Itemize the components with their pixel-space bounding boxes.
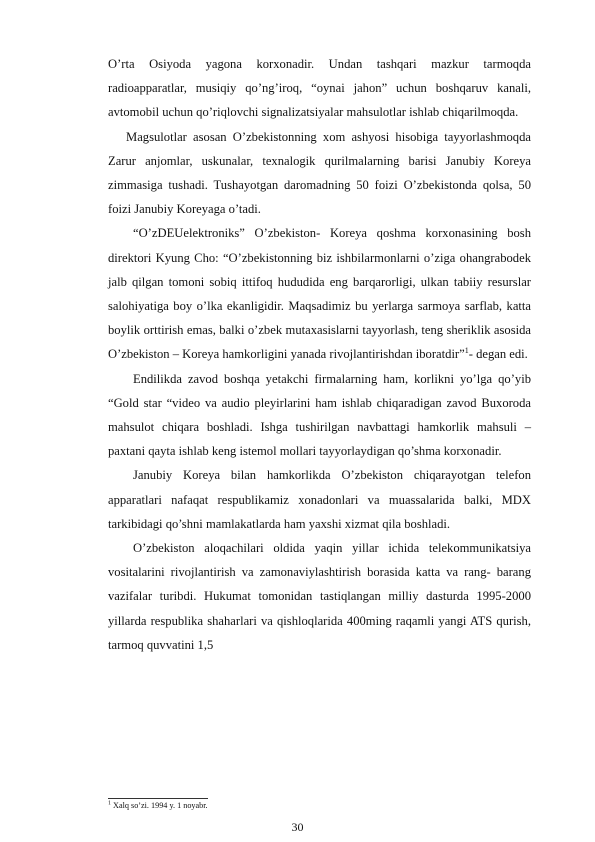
- paragraph-5: Janubiy Koreya bilan hamkorlikda O’zbekiston chiqarayotgan telefon apparatlari nafaqat respublikamiz xonadonlari va muassalarida balki, MDX tarkibidagi qo’shni mamlakatlarda ham yaxshi xizmat qila boshladi.: [108, 468, 531, 531]
- paragraph-4: Endilikda zavod boshqa yetakchi firmalarning ham, korlikni yo’lga qo’yib “Gold star “video va audio pleyirlarini ham ishlab chiqaradigan zavod Buxoroda mahsulot chiqara boshladi. Ishga tushirilgan navbattagi hamkorlik mahsuli – paxtani qayta ishlab keng istemol mollari tayyorlaydigan qo’shma korxonadir.: [108, 371, 531, 459]
- paragraph-3-text: “O’zDEUelektroniks” O’zbekiston- Koreya qoshma korxonasining bosh direktori Kyung Cho: “O’zbekistonning biz ishbilarmonlarni o’ziga ohangrabodek jalb qilgan tomoni sobiq ittifoq hududida eng barqarorligi, ulkan tabiiy resurslar salohiyatiga boy o’lka ekanligidir. Maqsadimiz bu yerlarga sarmoya sarflab, katta boylik orttirish emas, balki o’zbek mutaxasislarni tayyorlash, teng sheriklik asosida O’zbekiston – Koreya hamkorligini yanada rivojlantirishdan iboratdir”: [108, 226, 531, 362]
- footnote: [108, 800, 208, 811]
- footnote-reference[interactable]: 1: [464, 346, 469, 356]
- paragraph-2: Magsulotlar asosan O’zbekistonning xom ashyosi hisobiga tayyorlashmoqda Zarur anjomlar, uskunalar, texnalogik qurilmalarning barisi Janubiy Koreya zimmasiga tushadi. Tushayotgan daromadning 50 foizi O’zbekistonda qolsa, 50 foizi Janubiy Koreyaga o’tadi.: [108, 129, 531, 217]
- page-number: 30: [291, 820, 304, 834]
- paragraph-3-tail: - degan edi.: [468, 347, 528, 362]
- page-body: [108, 52, 531, 657]
- footnote-divider: [108, 798, 208, 799]
- paragraph-6: O’zbekiston aloqachilari oldida yaqin yillar ichida telekommunikatsiya vositalarini rivojlantirish va zamonaviylashtirish borasida katta va rang- barang vazifalar turibdi. Hukumat tomonidan tastiqlangan milliy dasturda 1995-2000 yillarda respublika shaharlari va qishloqlarida 400ming raqamli yangi ATS qurish, tarmoq quvvatini 1,5: [108, 541, 531, 652]
- footnote-marker: 1: [108, 800, 111, 807]
- paragraph-1: O’rta Osiyoda yagona korxonadir. Undan tashqari mazkur tarmoqda radioapparatlar, musiqiy qo’ng’iroq, “oynai jahon” uchun boshqaruv kanali, avtomobil uchun qo’riqlovchi signalizatsiyalar mahsulotlar ishlab chiqarilmoqda.: [108, 57, 531, 120]
- paragraph-3: [108, 221, 531, 366]
- footnote-text: Xalq so’zi. 1994 y. 1 noyabr.: [113, 801, 208, 810]
